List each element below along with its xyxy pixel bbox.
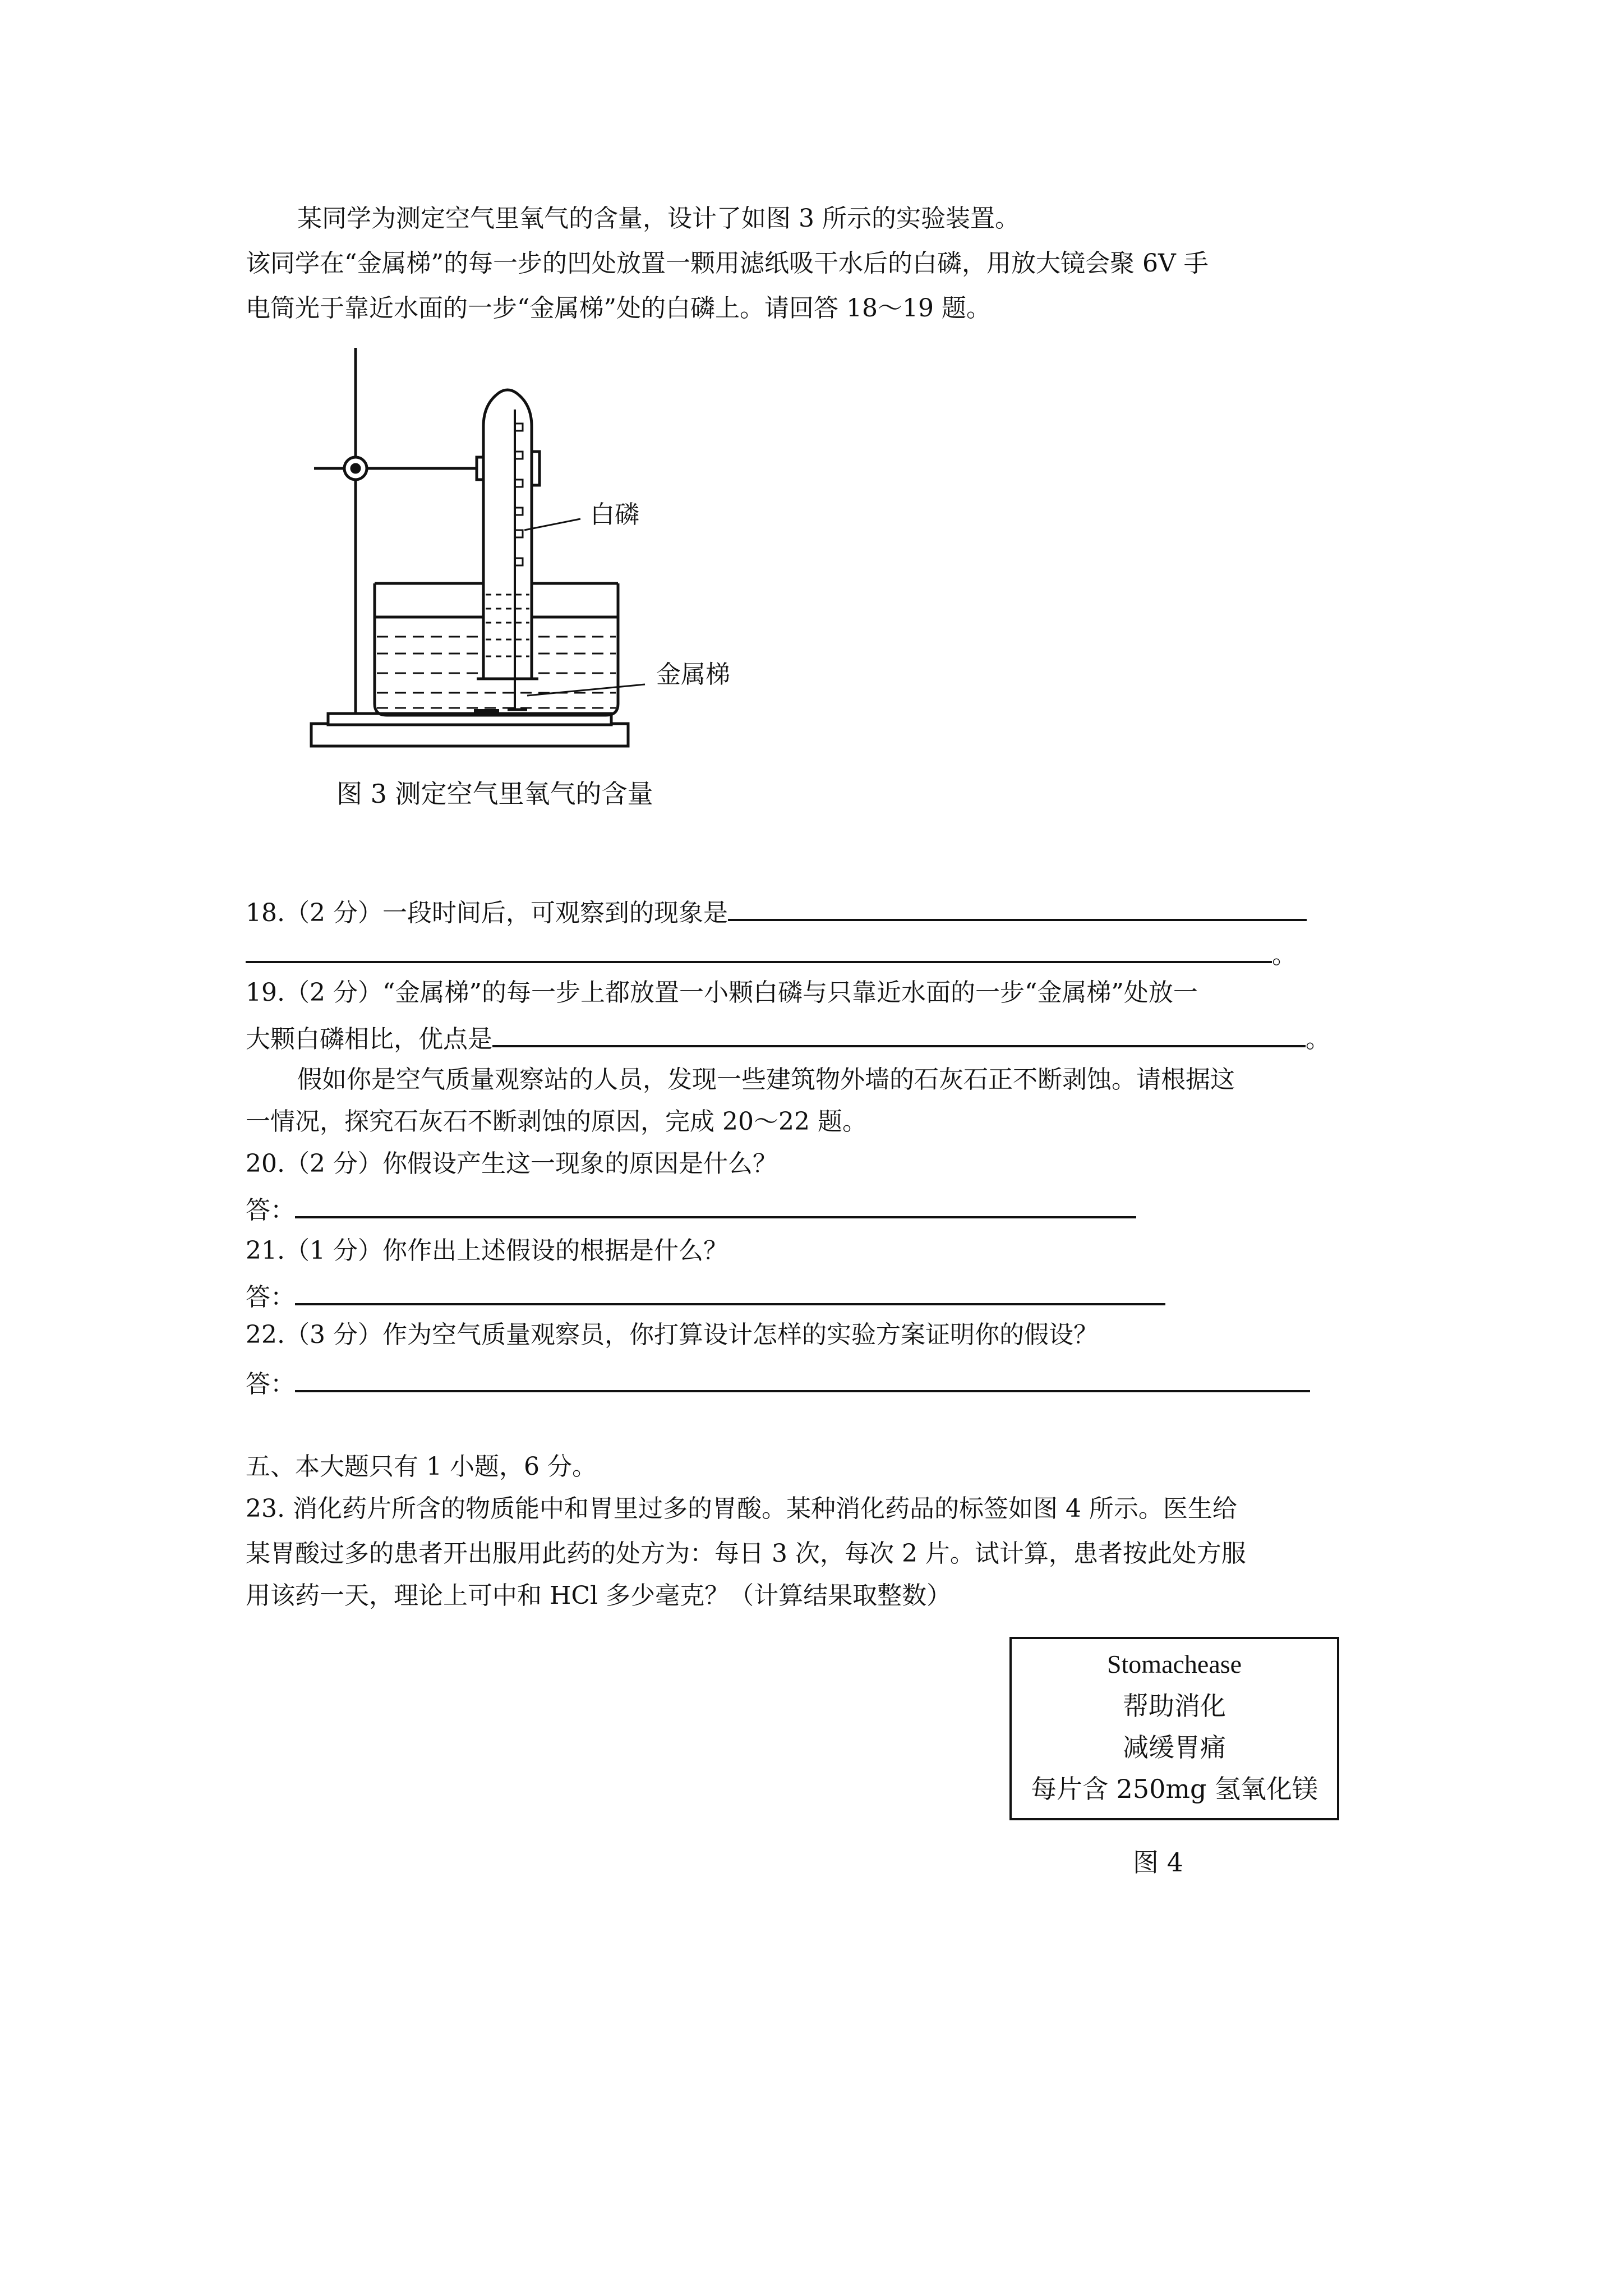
question-18-text: 18.（2 分）一段时间后，可观察到的现象是: [246, 899, 728, 927]
label-metal-ladder: 金属梯: [656, 660, 730, 689]
question-19-line-1: 19.（2 分）“金属梯”的每一步上都放置一小颗白磷与只靠近水面的一步“金属梯”处放一: [246, 978, 1198, 1007]
answer-blank-18b[interactable]: [246, 934, 1272, 963]
answer-blank-22[interactable]: [295, 1363, 1310, 1392]
question-21: 21.（1 分）你作出上述假设的根据是什么？: [246, 1236, 728, 1265]
figure-3-caption: 图 3 测定空气里氧气的含量: [336, 779, 653, 809]
question-20: 20.（2 分）你假设产生这一现象的原因是什么？: [246, 1149, 777, 1178]
question-19-end: 。: [1306, 1025, 1330, 1053]
intro-line-1: 某同学为测定空气里氧气的含量，设计了如图 3 所示的实验装置。: [297, 204, 1020, 233]
intro-line-2: 该同学在“金属梯”的每一步的凹处放置一颗用滤纸吸干水后的白磷，用放大镜会聚 6V 手: [246, 249, 1209, 278]
medicine-brand: Stomachease: [1106, 1650, 1242, 1678]
question-19-text: 大颗白磷相比，优点是: [246, 1025, 492, 1053]
answer-blank-18a[interactable]: [728, 892, 1307, 921]
question-21-answer: [246, 1276, 1165, 1314]
intro-line-3: 电筒光于靠近水面的一步“金属梯”处的白磷上。请回答 18～19 题。: [246, 294, 991, 323]
question-20-answer: [246, 1189, 1136, 1227]
answer-label-20: 答：: [246, 1196, 295, 1225]
question-18: [246, 892, 1307, 930]
question-23-line-1: 23. 消化药片所含的物质能中和胃里过多的胃酸。某种消化药品的标签如图 4 所示。医生给: [246, 1494, 1237, 1523]
label-white-phosphorus: 白磷: [590, 500, 639, 529]
answer-blank-20[interactable]: [295, 1189, 1136, 1218]
answer-blank-19[interactable]: [492, 1018, 1306, 1047]
question-23-line-2: 某胃酸过多的患者开出服用此药的处方为：每日 3 次，每次 2 片。试计算，患者按此处方服: [246, 1539, 1246, 1568]
question-22: 22.（3 分）作为空气质量观察员，你打算设计怎样的实验方案证明你的假设？: [246, 1320, 1098, 1349]
figure-4-caption: 图 4: [1133, 1847, 1183, 1878]
medicine-line-1: 帮助消化: [1123, 1691, 1226, 1721]
question-18-end: 。: [1272, 941, 1297, 969]
answer-label-21: 答：: [246, 1283, 295, 1312]
answer-blank-21[interactable]: [295, 1276, 1165, 1305]
question-18-line-2: [246, 934, 1297, 972]
scenario-line-2: 一情况，探究石灰石不断剥蚀的原因，完成 20～22 题。: [246, 1107, 867, 1136]
medicine-line-2: 减缓胃痛: [1123, 1732, 1226, 1763]
question-19-line-2: [246, 1018, 1330, 1056]
medicine-line-3: 每片含 250mg 氢氧化镁: [1030, 1774, 1318, 1804]
medicine-label-box: [1009, 1637, 1339, 1820]
section-5-heading: 五、本大题只有 1 小题，6 分。: [246, 1452, 597, 1481]
question-23-line-3: 用该药一天，理论上可中和 HCl 多少毫克？（计算结果取整数）: [246, 1581, 952, 1610]
scenario-line-1: 假如你是空气质量观察站的人员，发现一些建筑物外墙的石灰石正不断剥蚀。请根据这: [297, 1065, 1235, 1094]
question-22-answer: [246, 1363, 1310, 1401]
answer-label-22: 答：: [246, 1370, 295, 1398]
